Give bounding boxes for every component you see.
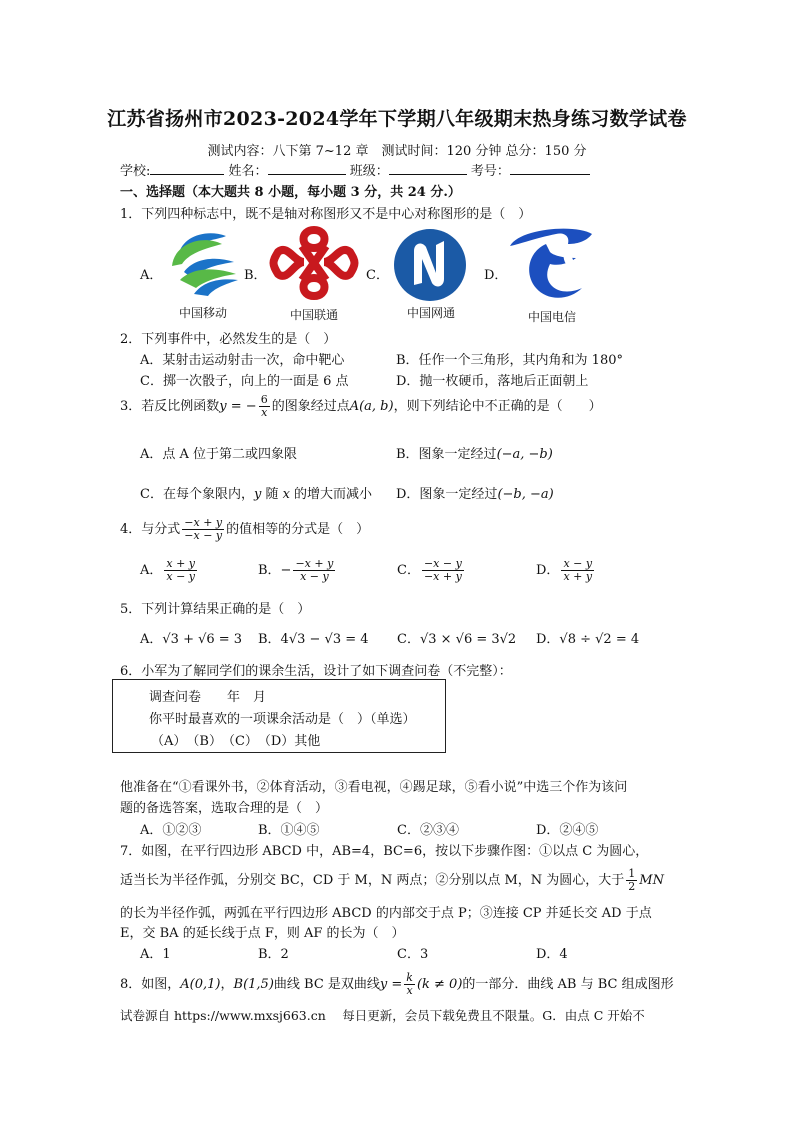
q3-d-pre: D．图象一定经过 [396,487,498,502]
q8-yeq: y = [379,977,403,992]
q3-frac-num: 6 [260,393,268,406]
q3-option-d [396,483,554,502]
q3-c-x: x [282,487,290,502]
q5-option-c: C．√3 × √6 = 3√2 [397,632,517,647]
field-id-label: 考号： [470,164,510,179]
q4-pre: 4．与分式 [120,522,181,537]
q6-option-d: D．②④⑤ [536,823,599,838]
q4-option-d [536,558,596,583]
q2-option-d: D．抛一枚硬币，落地后正面朝上 [396,374,589,389]
q3-c-mid: 随 [261,487,283,502]
survey-line-options: （A） （B） （C） （D）其他 [151,734,321,749]
q4-a-den: x − y [166,570,196,583]
q3-point: A(a, b) [349,399,394,414]
q6-option-b: B．①④⑤ [258,823,320,838]
q4-a-num: x + y [166,557,196,570]
q3-c-y: y [253,487,262,502]
q4-c-label: C． [397,563,420,578]
q1-caption-netcom: 中国网通 [406,306,455,320]
q7-half-fraction [626,868,637,893]
q8-pre: 8．如图， [120,977,181,992]
q4-d-label: D． [536,563,560,578]
q6-option-c: C．②③④ [397,823,459,838]
q2-option-c: C．掷一次骰子，向上的一面是 6 点 [140,374,349,389]
china-telecom-logo-icon [506,222,596,306]
field-school-blank [150,162,224,175]
q1-caption-unicom: 中国联通 [289,308,338,322]
q7-half-den: 2 [628,880,636,893]
q7-option-b: B．2 [258,947,289,962]
q4-d-fraction [561,558,594,583]
q5-option-b: B．4√3 − √3 = 4 [258,632,369,647]
q4-stem [120,517,369,542]
q7-half-num: 1 [628,867,636,880]
q1-option-c-label: C． [366,268,389,283]
q7-line1: 7．如图，在平行四边形 ABCD 中，AB=4，BC=6，按以下步骤作图：①以点 C 为圆心， [120,844,649,859]
survey-line-title: 调查问卷 年 月 [149,690,267,705]
source-footer: 试卷源自 https://www.mxsj663.cn 每日更新，会员下载免费且不限量。G．由点 C 开始不 [120,1008,645,1023]
q3-tail: ，则下列结论中不正确的是（ ） [393,399,602,414]
field-name-label: 姓名： [228,164,268,179]
q6-option-a: A．①②③ [140,823,202,838]
q3-fraction [259,394,270,419]
q8-frac-num: k [406,971,413,984]
q7-line4: E，交 BA 的延长线于点 F，则 AF 的长为（ ） [120,926,405,941]
q3-option-b [396,443,553,462]
q3-option-c [140,483,372,502]
china-unicom-logo-icon [264,222,364,304]
q3-yeq: y = − [219,399,257,414]
q5-stem: 5．下列计算结果正确的是（ ） [120,602,311,617]
q8-mid: ， [220,977,234,992]
q6-text-line1: 他准备在“①看课外书，②体育活动，③看电视，④踢足球，⑤看小说”中选三个作为该问 [120,780,628,795]
q4-fraction [182,517,224,542]
q2-stem: 2．下列事件中，必然发生的是（ ） [120,332,337,347]
field-class-blank [389,162,467,175]
section-heading: 一、选择题（本大题共 8 小题，每小题 3 分，共 24 分.） [120,185,461,200]
q8-point-b: B(1,5) [233,977,274,992]
q4-option-b [258,558,337,583]
q8-frac-den: x [406,984,413,997]
china-mobile-logo-icon [164,222,242,300]
q3-post: 的图象经过点 [271,399,350,414]
info-fields [120,160,590,179]
q6-stem: 6．小军为了解同学们的课余生活，设计了如下调查问卷（不完整）： [120,664,512,679]
field-name-blank [268,162,346,175]
q1-option-d-label: D． [484,268,508,283]
q4-b-fraction [293,558,335,583]
survey-line-question: 你平时最喜欢的一项课余活动是（ ）（单选） [149,712,416,727]
q7-option-a: A．1 [140,947,171,962]
q7-option-c: C．3 [397,947,429,962]
field-class-label: 班级： [349,164,389,179]
q7-line2-post: MN [639,873,664,888]
q4-a-label: A． [140,563,163,578]
q4-b-num: −x + y [295,557,334,570]
q8-cond: (k ≠ 0) [416,977,463,992]
q4-d-den: x + y [563,570,593,583]
q8-mid2: 曲线 BC 是双曲线 [273,977,380,992]
q8-stem [120,972,674,997]
q5-option-a: A．√3 + √6 = 3 [140,632,243,647]
q3-option-a: A．点 A 位于第二或四象限 [140,447,298,462]
q1-caption-telecom: 中国电信 [527,310,576,324]
q4-option-c [397,558,466,583]
q6-text-line2: 题的备选答案，选取合理的是（ ） [120,801,329,816]
q3-d-point: (−b, −a) [497,487,554,502]
q8-fraction [404,972,415,997]
q1-stem: 1．下列四种标志中，既不是轴对称图形又不是中心对称图形的是（ ） [120,207,532,222]
q3-pre: 3．若反比例函数 [120,399,220,414]
q4-b-label: B．− [258,563,292,578]
exam-title: 江苏省扬州市2023-2024学年下学期八年级期末热身练习数学试卷 [107,108,687,130]
q4-c-num: −x − y [423,557,462,570]
q4-post: 的值相等的分式是（ ） [226,522,370,537]
field-id-blank [510,162,590,175]
q7-line3: 的长为半径作弧，两弧在平行四边形 ABCD 的内部交于点 P；③连接 CP 并延长交 AD 于点 [120,906,652,921]
q8-point-a: A(0,1) [180,977,221,992]
q2-option-a: A．某射击运动射击一次，命中靶心 [140,353,345,368]
q4-a-fraction [164,558,197,583]
q8-post: 的一部分．曲线 AB 与 BC 组成图形 [462,977,674,992]
field-school-label: 学校: [120,164,151,179]
q7-line2-pre: 适当长为半径作弧，分别交 BC，CD 于 M，N 两点；②分别以点 M，N 为圆心，大于 [120,873,625,888]
q3-frac-den: x [261,406,268,419]
q3-c-pre: C．在每个象限内， [140,487,254,502]
q4-option-a [140,558,199,583]
q3-b-pre: B．图象一定经过 [396,447,497,462]
q4-d-num: x − y [563,557,593,570]
q4-c-den: −x + y [423,570,462,583]
q3-c-post: 的增大而减小 [289,487,373,502]
q4-c-fraction [422,558,464,583]
china-netcom-logo-icon [392,227,468,303]
q7-line2 [120,868,664,893]
q7-option-d: D．4 [536,947,568,962]
q4-frac-num: −x + y [184,516,223,529]
q3-stem [120,394,602,419]
q1-caption-mobile: 中国移动 [178,306,227,320]
q4-b-den: x − y [300,570,329,583]
q1-option-a-label: A． [140,268,163,283]
q5-option-d: D．√8 ÷ √2 = 4 [536,632,640,647]
q1-option-b-label: B． [244,268,267,283]
q3-b-point: (−a, −b) [496,447,553,462]
exam-subtitle: 测试内容：八下第 7~12 章 测试时间：120 分钟 总分：150 分 [207,144,587,159]
survey-box [112,679,446,753]
q4-frac-den: −x − y [184,529,223,542]
q2-option-b: B．任作一个三角形，其内角和为 180° [396,353,623,368]
